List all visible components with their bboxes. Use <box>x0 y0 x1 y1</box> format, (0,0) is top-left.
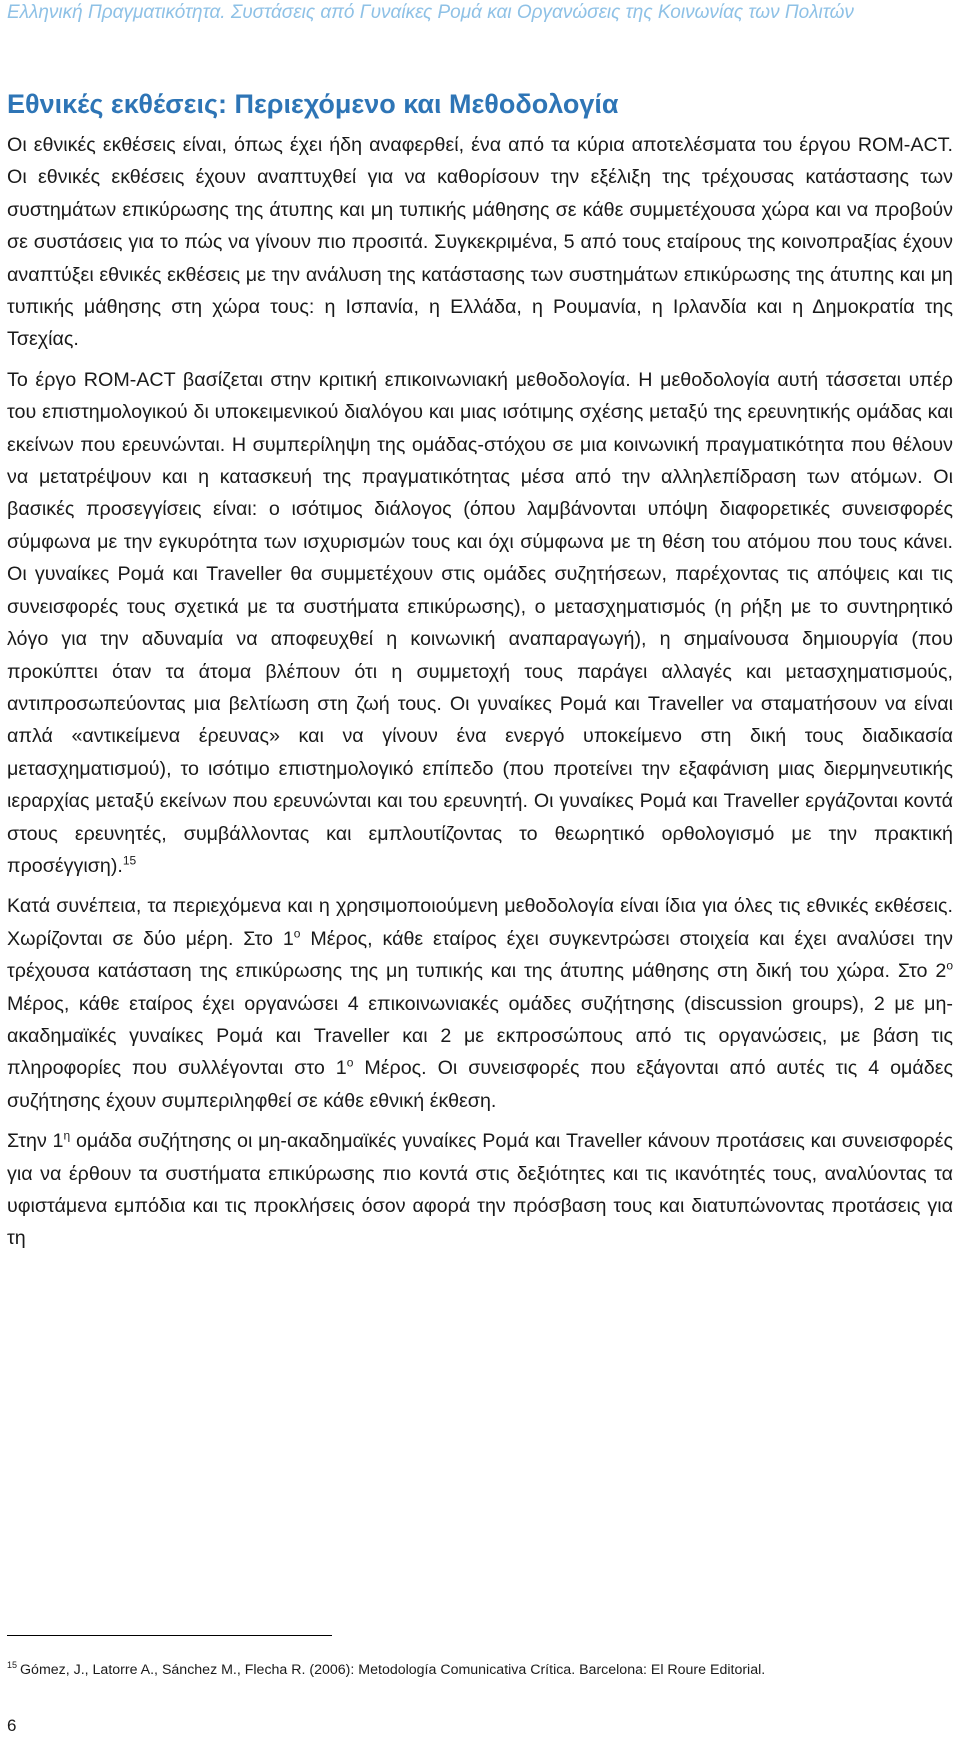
paragraph-4-text-b: ομάδα συζήτησης οι μη-ακαδημαϊκές γυναίκες Ρομά και Traveller κάνουν προτάσεις και συνεισφορές για να έρθουν τα συστήματα επικύρωσης πιο κοντά στις δεξιότητες και τις ικανότητές τους, αναλύοντας τα υφιστάμενα εμπόδια και τις προκλήσεις όσον αφορά την πρόσβαση τους και διατυπώνοντας προτάσεις για τη <box>7 1130 953 1250</box>
body-text <box>7 129 953 1263</box>
footnote-number: 15 <box>7 1660 18 1671</box>
running-header: Ελληνική Πραγματικότητα. Συστάσεις από Γυναίκες Ρομά και Οργανώσεις της Κοινωνίας των Πολιτών <box>7 2 854 23</box>
footnote-divider <box>7 1635 332 1636</box>
footnote-reference[interactable]: 15 <box>122 853 137 868</box>
paragraph-2 <box>7 364 953 883</box>
footnote-text: Gómez, J., Latorre A., Sánchez M., Flecha R. (2006): Metodología Comunicativa Crítica. Barcelona: El Roure Editorial. <box>20 1662 766 1678</box>
paragraph-3 <box>7 890 953 1117</box>
paragraph-1: Οι εθνικές εκθέσεις είναι, όπως έχει ήδη αναφερθεί, ένα από τα κύρια αποτελέσματα του έργου ROM-ACT. Οι εθνικές εκθέσεις έχουν αναπτυχθεί για να καθορίσουν την εξέλιξη της τρέχουσας κατάστασης των συστημάτων επικύρωσης της άτυπης και μη τυπικής μάθησης σε κάθε συμμετέχουσα χώρα και να προβούν σε συστάσεις για το πώς να γίνουν πιο προσιτά. Συγκεκριμένα, 5 από τους εταίρους της κοινοπραξίας έχουν αναπτύξει εθνικές εκθέσεις με την ανάλυση της κατάστασης των συστημάτων επικύρωσης της άτυπης και μη τυπικής μάθησης στη χώρα τους: η Ισπανία, η Ελλάδα, η Ρουμανία, η Ιρλανδία και η Δημοκρατία της Τσεχίας. <box>7 134 953 351</box>
paragraph-3-text-d: Μέρος. Οι συνεισφορές που εξάγονται από αυτές τις 4 ομάδες συζήτησης έχουν συμπεριληφθεί σε κάθε εθνική έκθεση. <box>7 1057 954 1112</box>
ordinal-superscript: ο <box>293 926 301 941</box>
footnote <box>7 1660 953 1680</box>
paragraph-4-text-a: Στην 1 <box>7 1130 64 1153</box>
paragraph-4 <box>7 1125 953 1255</box>
ordinal-superscript: ο <box>946 958 953 973</box>
ordinal-superscript: ο <box>346 1055 354 1070</box>
paragraph-3-text-a: Κατά συνέπεια, τα περιεχόμενα και η χρησιμοποιούμενη μεθοδολογία είναι ίδια για όλες τις εθνικές εκθέσεις. Χωρίζονται σε δύο μέρη. Στο 1 <box>7 895 953 950</box>
paragraph-2-text: Το έργο ROM-ACT βασίζεται στην κριτική επικοινωνιακή μεθοδολογία. Η μεθοδολογία αυτή τάσσεται υπέρ του επιστημολογικού δι υποκειμενικού διαλόγου και μιας ισότιμης σχέσης μεταξύ της ερευνητικής ομάδας και εκείνων που ερευνώνται. Η συμπερίληψη της ομάδας-στόχου σε μια κοινωνική πραγματικότητα που θέλουν να μετατρέψουν και η κατασκευή της πραγματικότητας μέσα από την αλληλεπίδραση των ατόμων. Οι βασικές προσεγγίσεις είναι: ο ισότιμος διάλογος (όπου λαμβάνονται υπόψη διαφορετικές συνεισφορές σύμφωνα με την εγκυρότητα των ισχυρισμών τους και όχι σύμφωνα με τη θέση του ατόμου που τους κάνει. Οι γυναίκες Ρομά και Traveller θα συμμετέχουν στις ομάδες συζητήσεων, παρέχοντας τις απόψεις και τις συνεισφορές τους σχετικά με τα συστήματα επικύρωσης), ο μετασχηματισμός (η ρήξη με το συντηρητικό λόγο για την αδυναμία να αποφευχθεί η κοινωνική αναπαραγωγή), η σημαίνουσα δημιουργία (που προκύπτει όταν τα άτομα βλέπουν ότι η συμμετοχή τους παράγει αλλαγές και μετασχηματισμούς, αντιπροσωπεύοντας μια βελτίωση στη ζωή τους. Οι γυναίκες Ρομά και Traveller να σταματήσουν να είναι απλά «αντικείμενα έρευνας» και να γίνουν ένα ενεργό υποκείμενο στη δική τους διαδικασία μετασχηματισμού), το ισότιμο επιστημολογικό επίπεδο (που προτείνει την εξαφάνιση μιας διερμηνευτικής ιεραρχίας μεταξύ εκείνων που ερευνώνται και του ερευνητή. Οι γυναίκες Ρομά και Traveller εργάζονται κοντά στους ερευνητές, συμβάλλοντας και εμπλουτίζοντας το θεωρητικό ορθολογισμό με την πρακτική προσέγγιση). <box>7 368 953 877</box>
page-number: 6 <box>7 1716 17 1735</box>
ordinal-superscript: η <box>63 1128 71 1143</box>
paragraph-3-text-b: Μέρος, κάθε εταίρος έχει συγκεντρώσει στοιχεία και έχει αναλύσει την τρέχουσα κατάσταση της επικύρωσης της μη τυπικής και της άτυπης μάθησης στη δική του χώρα. Στο 2 <box>7 927 953 983</box>
section-heading: Εθνικές εκθέσεις: Περιεχόμενο και Μεθοδολογία <box>7 89 619 119</box>
paragraph-3-text-c: Μέρος, κάθε εταίρος έχει οργανώσει 4 επικοινωνιακές ομάδες συζήτησης (discussion groups), 2 με μη-ακαδημαϊκές γυναίκες Ρομά και Traveller και 2 με εκπροσώπους από τις οργανώσεις, με βάση τις πληροφορίες που συλλέγονται στο 1 <box>7 992 953 1080</box>
